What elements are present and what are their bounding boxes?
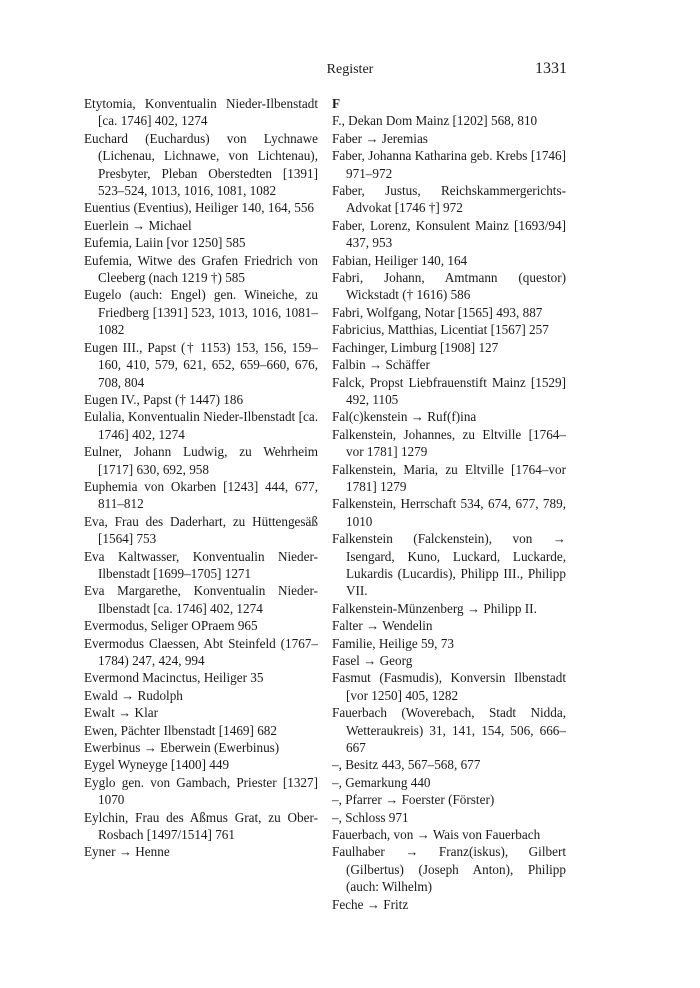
index-entry: Euchard (Euchardus) von Lychnawe (Lichenau, Lichnawe, von Lichtenau), Presbyter, Pleban Oberstedten [1391] 523–524, 1013, 1016, 1081, 1082 [84,130,318,199]
index-column-left [84,95,318,861]
index-entry: Falkenstein (Falckenstein), von → Isengard, Kuno, Luckard, Luckarde, Lukardis (Lucardis), Philipp III., Philipp VII. [332,531,566,599]
index-entry: Faber, Lorenz, Konsulent Mainz [1693/94] 437, 953 [332,217,566,251]
index-entry: Eulalia, Konventualin Nieder-Ilbenstadt [ca. 1746] 402, 1274 [84,409,318,442]
index-entry: Fabricius, Matthias, Licentiat [1567] 257 [332,322,549,338]
index-entry: Ewerbinus → Eberwein (Ewerbinus) [84,740,280,756]
section-letter-heading: F [332,96,341,111]
index-entry: Ewalt → Klar [84,705,158,721]
index-entry: Faber → Jeremias [332,130,428,146]
index-entry: Eulner, Johann Ludwig, zu Wehrheim [1717] 630, 692, 958 [84,444,318,477]
index-entry: Fabian, Heiliger 140, 164 [332,252,468,268]
index-entry: Eyglo gen. von Gambach, Priester [1327] 1070 [84,774,318,808]
index-entry: Eva, Frau des Daderhart, zu Hüttengesäß [1564] 753 [84,513,318,547]
index-entry: Falkenstein-Münzenberg → Philipp II. [332,600,537,616]
index-entry: Evermond Macinctus, Heiliger 35 [84,670,264,686]
index-entry: Evermodus, Seliger OPraem 965 [84,618,258,634]
index-entry: Euerlein → Michael [84,217,192,233]
index-entry: Fasmut (Fasmudis), Konversin Ilbenstadt [vor 1250] 405, 1282 [332,670,566,703]
index-entry: Eylchin, Frau des Aßmus Grat, zu Ober-Rosbach [1497/1514] 761 [84,809,318,843]
index-entry: Eva Kaltwasser, Konventualin Nieder-Ilbenstadt [1699–1705] 1271 [84,548,318,581]
index-entry: Euentius (Eventius), Heiliger 140, 164, 556 [84,200,315,216]
index-entry: Eugen III., Papst († 1153) 153, 156, 159–160, 410, 579, 621, 652, 659–660, 676, 708, 804 [84,339,318,390]
index-entry: Eyner → Henne [84,844,170,860]
index-entry: Fauerbach (Woverebach, Stadt Nidda, Wetteraukreis) 31, 141, 154, 506, 666–667 [332,705,566,756]
index-entry: Falck, Propst Liebfrauenstift Mainz [1529] 492, 1105 [332,374,566,407]
index-entry: Fauerbach, von → Wais von Fauerbach [332,827,541,843]
index-entry: –, Pfarrer → Foerster (Förster) [332,792,495,808]
index-entry: Falbin → Schäffer [332,357,430,373]
index-entry: Familie, Heilige 59, 73 [332,635,454,651]
index-entry: Etytomia, Konventualin Nieder-Ilbenstadt [ca. 1746] 402, 1274 [84,96,318,129]
index-entry: Eugelo (auch: Engel) gen. Wineiche, zu Friedberg [1391] 523, 1013, 1016, 1081–1082 [84,287,318,338]
index-entry: Eufemia, Witwe des Grafen Friedrich von Cleeberg (nach 1219 †) 585 [84,252,318,286]
index-entry: –, Besitz 443, 567–568, 677 [332,757,481,773]
index-entry: Eygel Wyneyge [1400] 449 [84,757,230,773]
index-entry: –, Schloss 971 [332,809,409,825]
index-entry: Ewald → Rudolph [84,687,183,703]
index-entry: Faber, Johanna Katharina geb. Krebs [1746] 971–972 [332,148,566,181]
index-entry: Fabri, Johann, Amtmann (questor) Wickstadt († 1616) 586 [332,270,566,303]
index-entry: Eufemia, Laiin [vor 1250] 585 [84,235,246,251]
index-entry: Feche → Fritz [332,896,409,912]
index-entry: Fasel → Georg [332,653,413,668]
index-entry: –, Gemarkung 440 [332,774,431,790]
index-entry: Euphemia von Okarben [1243] 444, 677, 811–812 [84,478,318,512]
index-entry: Falter → Wendelin [332,618,433,634]
page-number: 1331 [535,60,567,77]
index-entry: Falkenstein, Johannes, zu Eltville [1764–vor 1781] 1279 [332,426,566,460]
index-entry: Falkenstein, Maria, zu Eltville [1764–vor 1781] 1279 [332,461,566,494]
index-entry: Falkenstein, Herrschaft 534, 674, 677, 789, 1010 [332,496,566,529]
index-column-right [332,95,566,913]
index-entry: Fachinger, Limburg [1908] 127 [332,339,499,355]
index-entry: Faulhaber → Franz(iskus), Gilbert (Gilbertus) (Joseph Anton), Philipp (auch: Wilhelm) [332,844,566,895]
index-entry: Eugen IV., Papst († 1447) 186 [84,391,244,407]
index-entry: Eva Margarethe, Konventualin Nieder-Ilbenstadt [ca. 1746] 402, 1274 [84,583,318,616]
index-entry: Fabri, Wolfgang, Notar [1565] 493, 887 [332,304,543,320]
index-entry: Evermodus Claessen, Abt Steinfeld (1767–1784) 247, 424, 994 [84,635,318,668]
index-entry: Fal(c)kenstein → Ruf(f)ina [332,409,477,425]
index-entry: F., Dekan Dom Mainz [1202] 568, 810 [332,113,538,129]
running-header-title: Register [326,62,374,77]
index-entry: Faber, Justus, Reichskammergerichts-Advokat [1746 †] 972 [332,183,566,216]
index-entry: Ewen, Pächter Ilbenstadt [1469] 682 [84,722,277,738]
